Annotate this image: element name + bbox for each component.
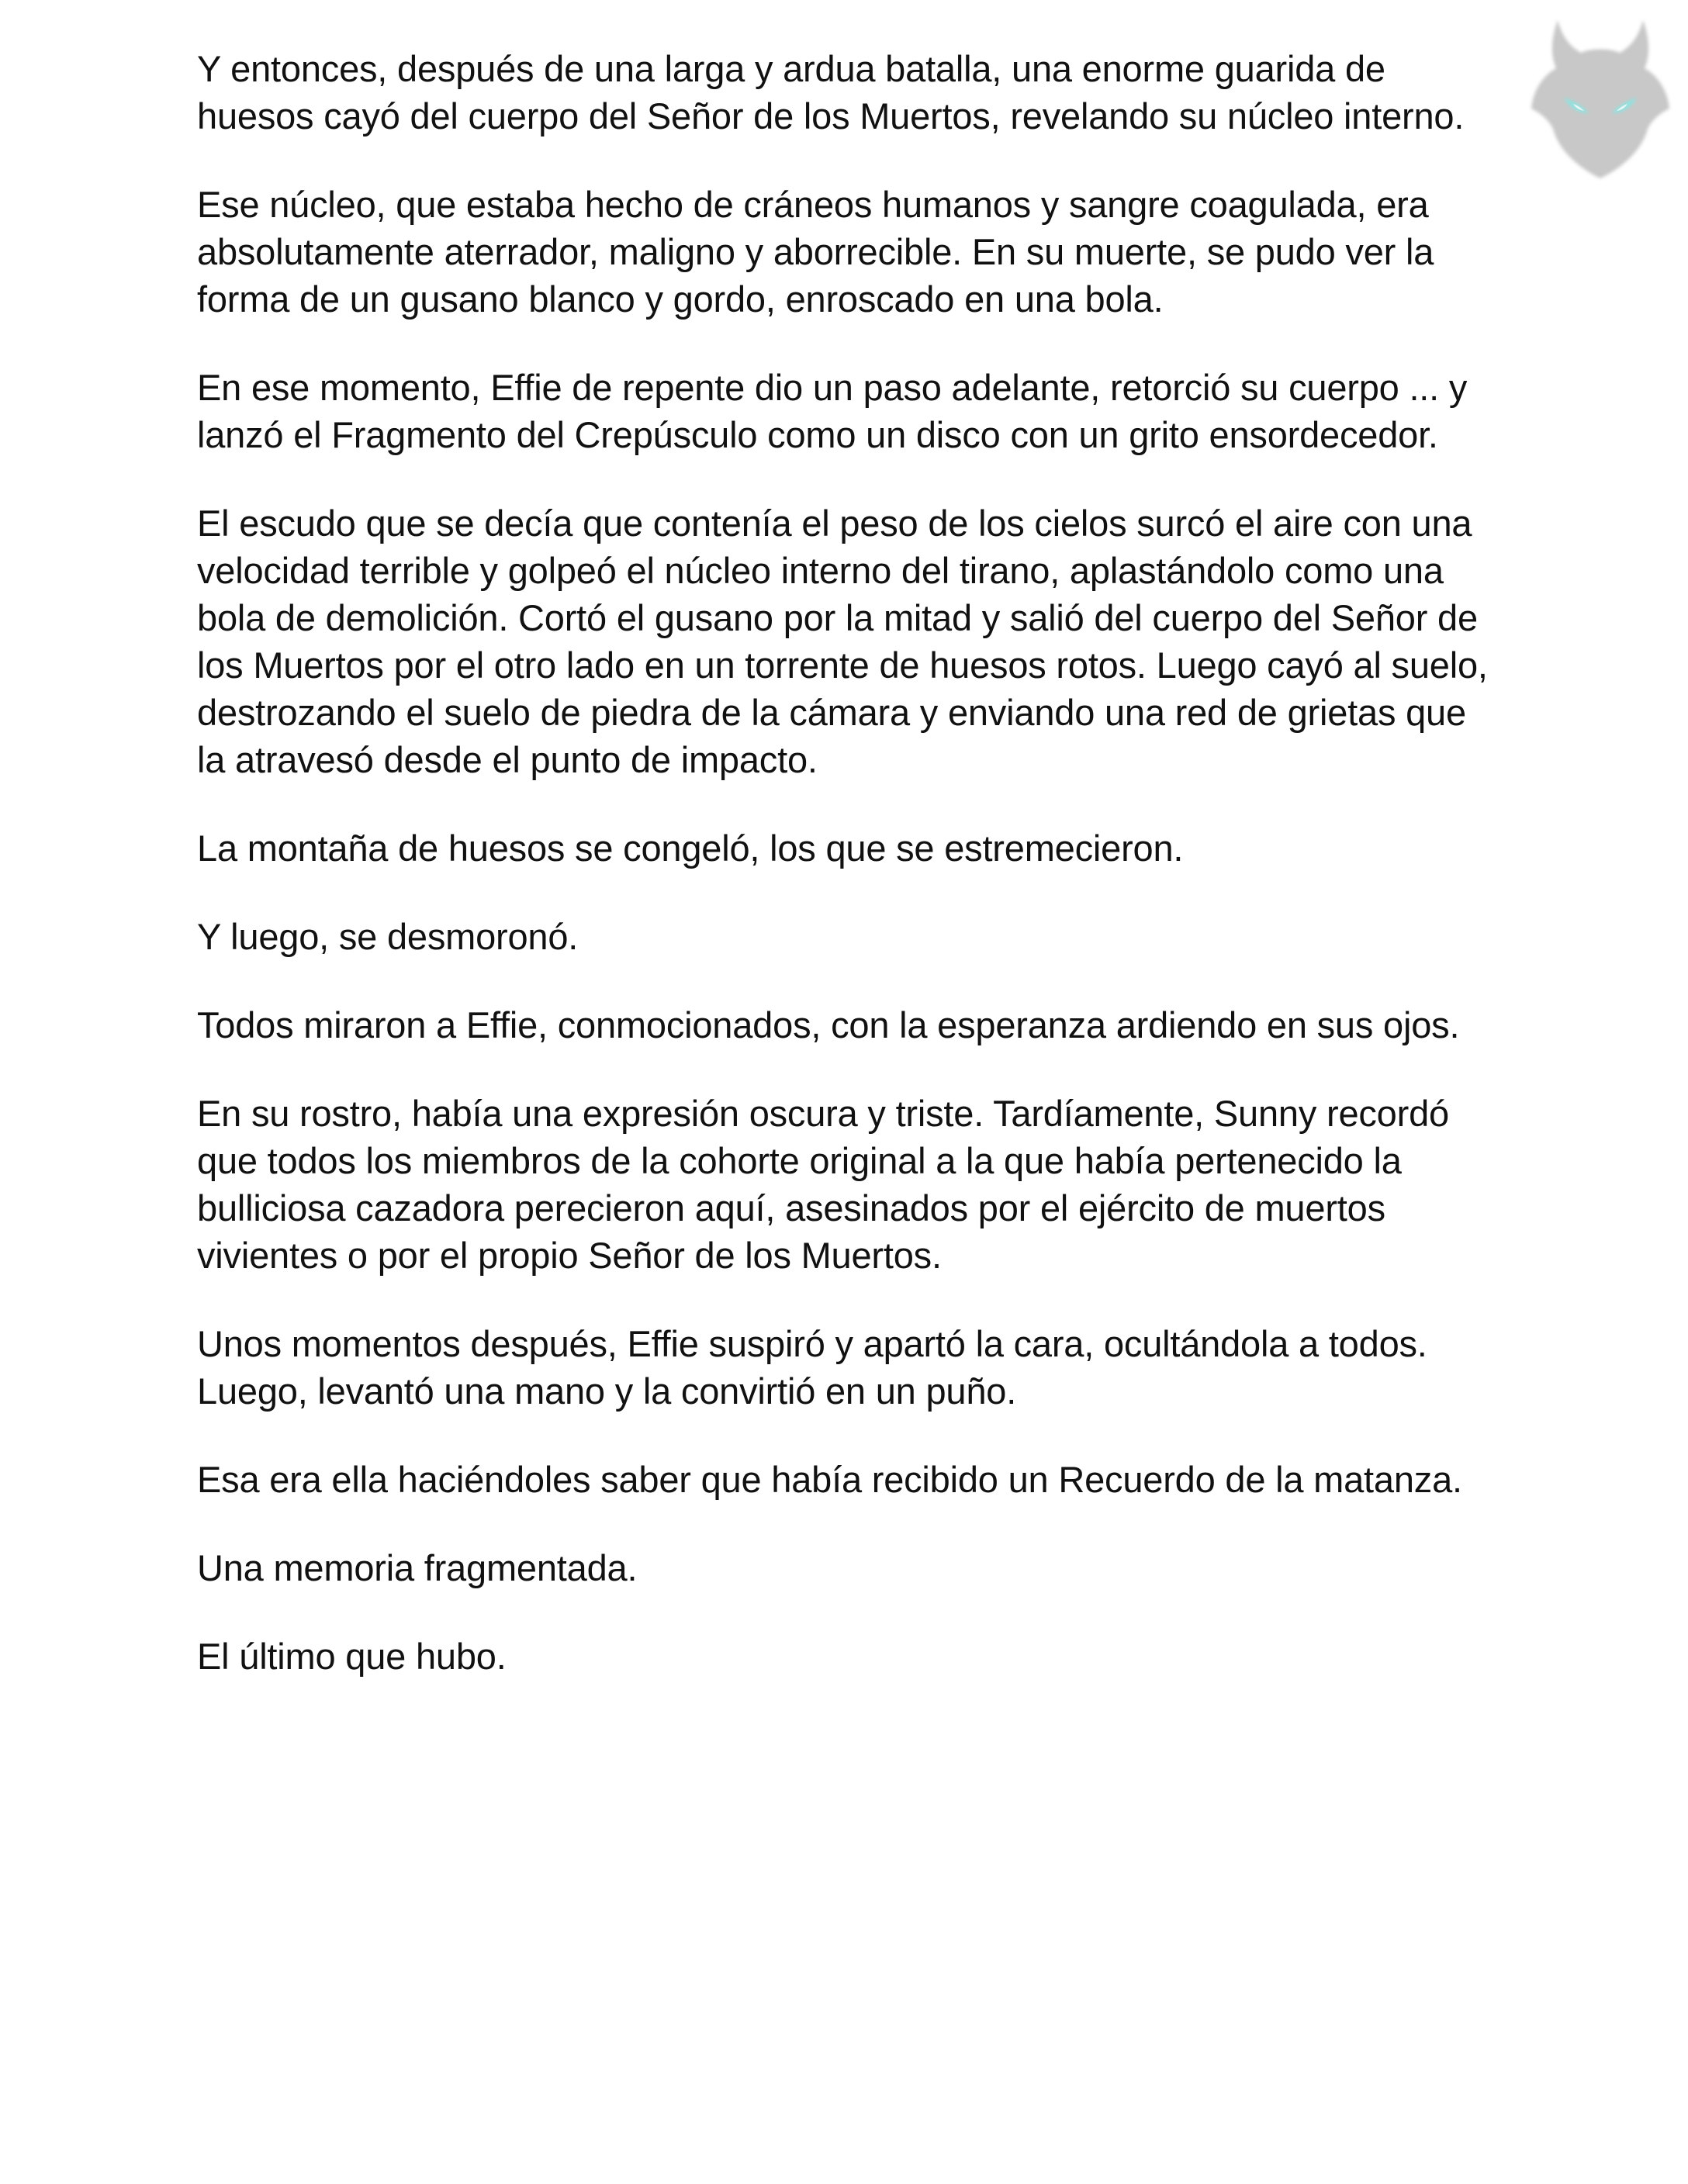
paragraph: Ese núcleo, que estaba hecho de cráneos humanos y sangre coagulada, era absolutamente aterrador, maligno y aborrecible. En su muerte, se pudo ver la forma de un gusano blanco y gordo, enroscado en una bola. xyxy=(197,184,1434,320)
paragraph: Una memoria fragmentada. xyxy=(197,1547,638,1588)
paragraph: Esa era ella haciéndoles saber que había recibido un Recuerdo de la matanza. xyxy=(197,1459,1462,1500)
paragraph: El escudo que se decía que contenía el peso de los cielos surcó el aire con una velocidad terrible y golpeó el núcleo interno del tirano, aplastándolo como una bola de demolición. Cortó el gusano por la mitad y salió del cuerpo del Señor de los Muertos por el otro lado en un torrente de huesos rotos. Luego cayó al suelo, destrozando el suelo de piedra de la cámara y enviando una red de grietas que la atravesó desde el punto de impacto. xyxy=(197,503,1488,780)
paragraph: En su rostro, había una expresión oscura y triste. Tardíamente, Sunny recordó que todos los miembros de la cohorte original a la que había pertenecido la bulliciosa cazadora perecieron aquí, asesinados por el ejército de muertos vivientes o por el propio Señor de los Muertos. xyxy=(197,1093,1449,1276)
paragraph: La montaña de huesos se congeló, los que se estremecieron. xyxy=(197,828,1184,869)
paragraph: Todos miraron a Effie, conmocionados, con la esperanza ardiendo en sus ojos. xyxy=(197,1004,1460,1045)
paragraph: Unos momentos después, Effie suspiró y apartó la cara, ocultándola a todos. Luego, levantó una mano y la convirtió en un puño. xyxy=(197,1323,1427,1412)
paragraph: Y entonces, después de una larga y ardua batalla, una enorme guarida de huesos cayó del cuerpo del Señor de los Muertos, revelando su núcleo interno. xyxy=(197,48,1465,136)
paragraph: Y luego, se desmoronó. xyxy=(197,916,579,957)
paragraph: El último que hubo. xyxy=(197,1636,507,1677)
horned-demon-head-icon xyxy=(1527,14,1674,185)
paragraph: En ese momento, Effie de repente dio un paso adelante, retorció su cuerpo ... y lanzó el Fragmento del Crepúsculo como un disco con un grito ensordecedor. xyxy=(197,367,1468,455)
document-body xyxy=(197,45,1500,1721)
